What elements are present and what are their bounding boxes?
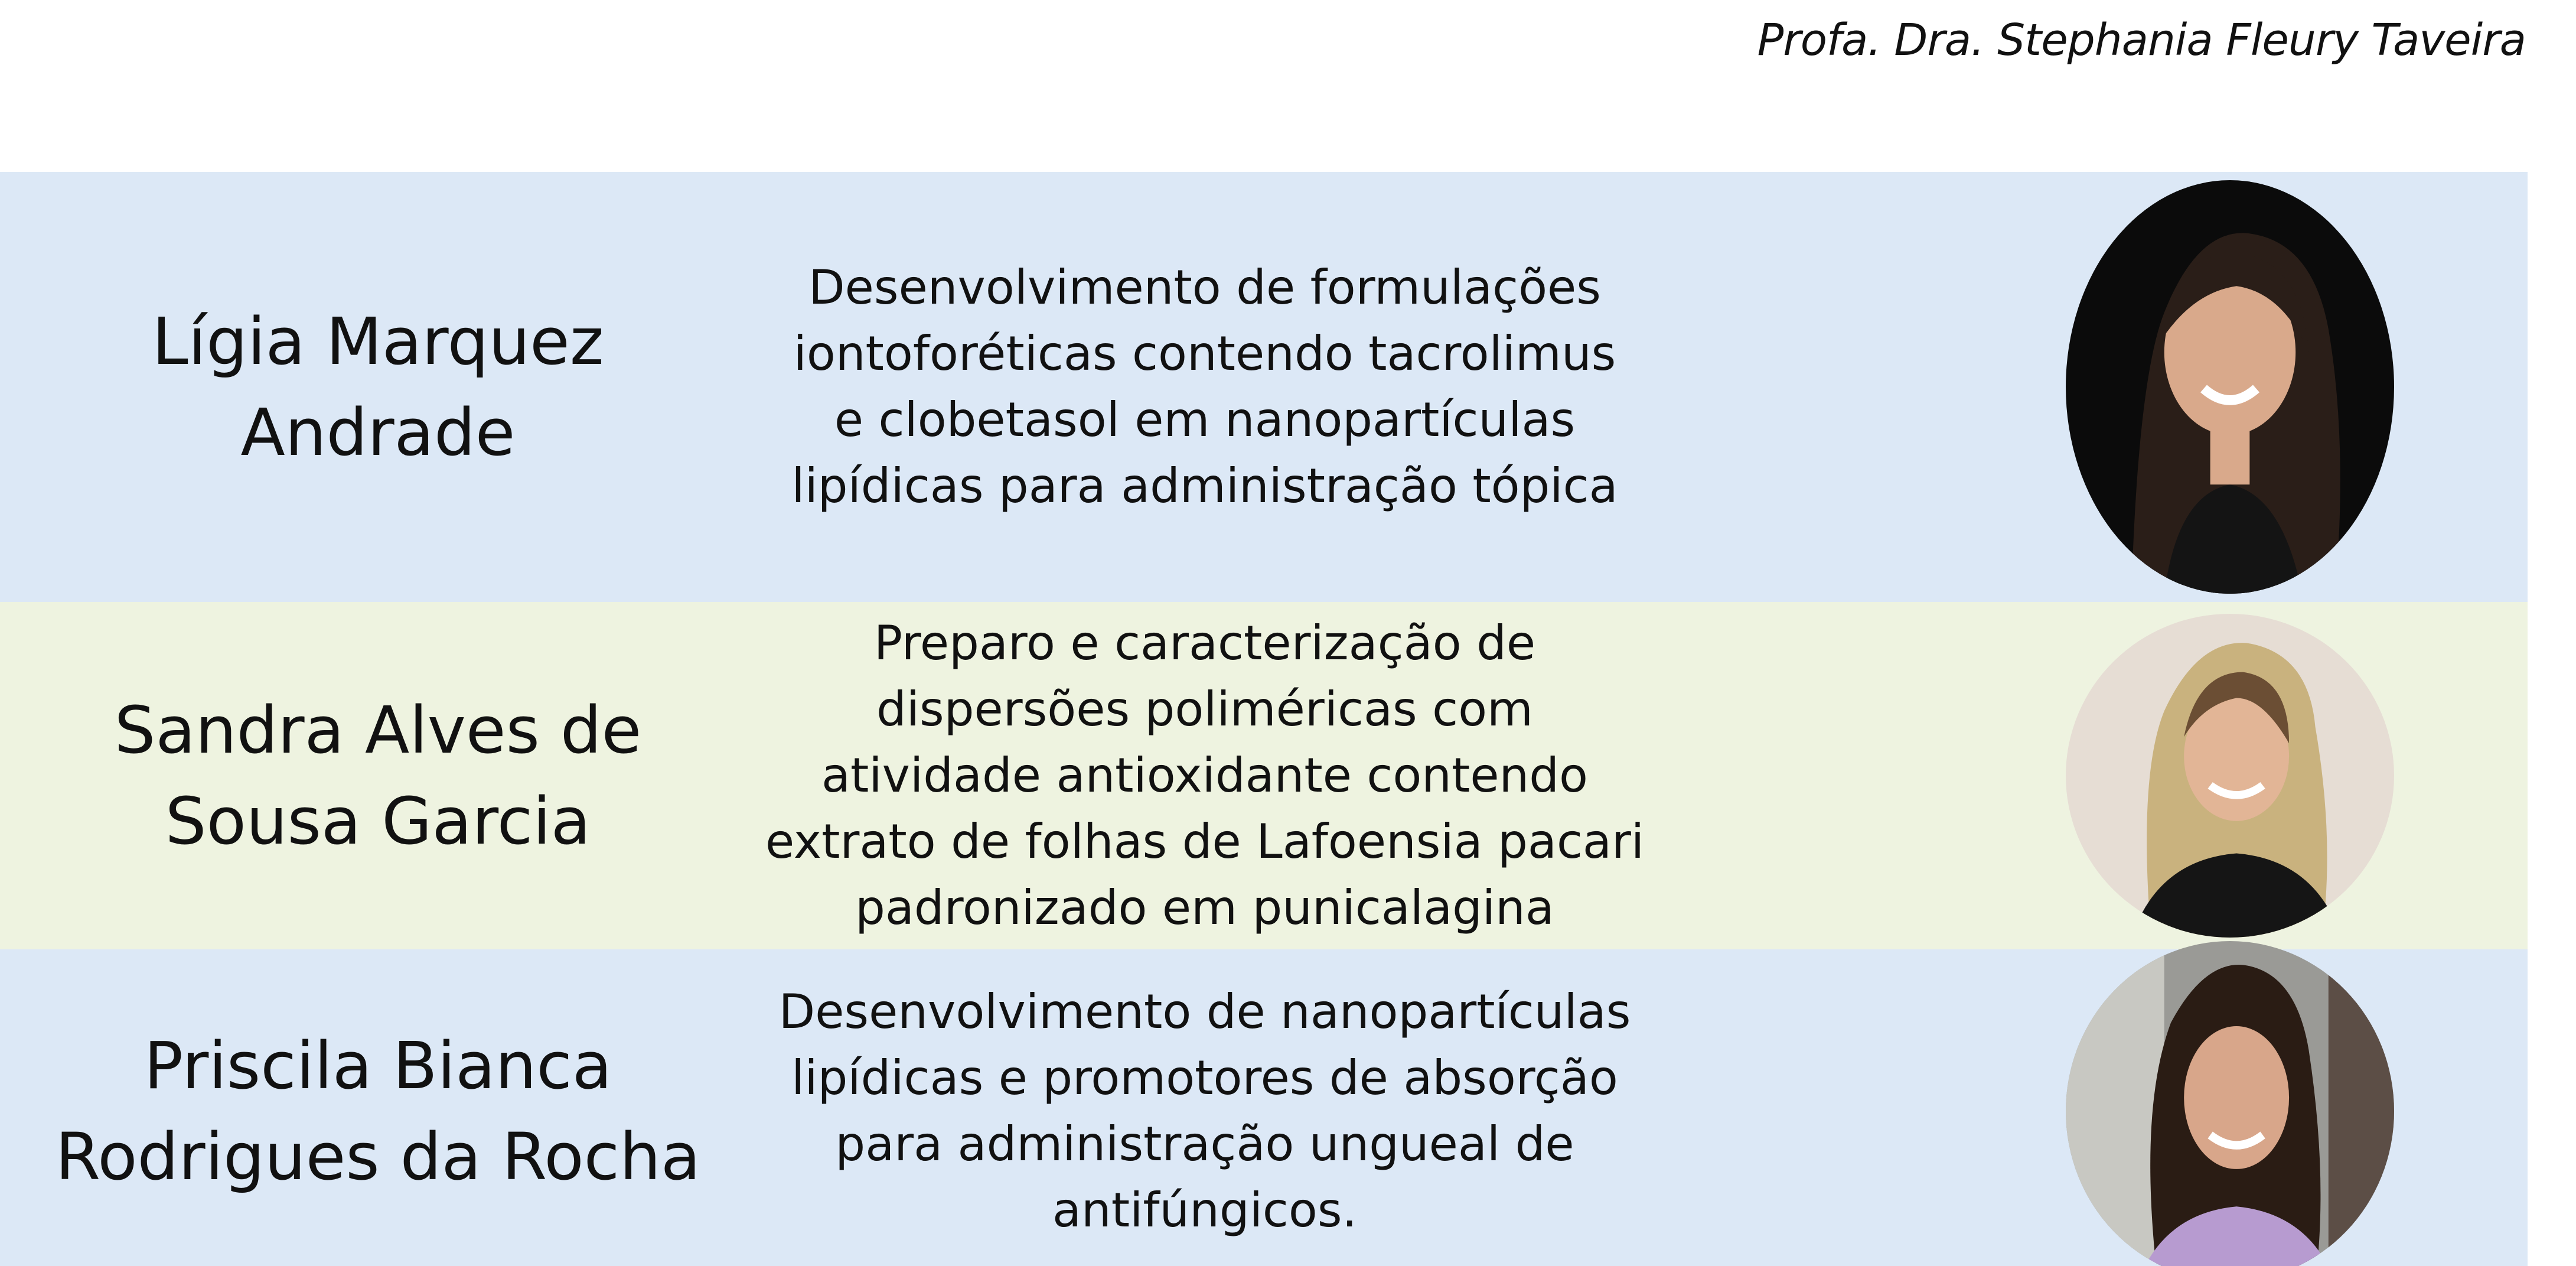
advisor-name: Profa. Dra. Stephania Fleury Taveira xyxy=(1757,15,2526,66)
thesis-title xyxy=(732,610,1677,941)
student-photo xyxy=(2066,614,2394,938)
student-name-line: Sousa Garcia xyxy=(165,783,591,859)
portrait-photo-icon xyxy=(2066,180,2394,594)
thesis-title-line: padronizado em punicalagina xyxy=(855,880,1554,935)
thesis-title-line: Desenvolvimento de nanopartículas xyxy=(778,984,1631,1039)
thesis-title-line: e clobetasol em nanopartículas xyxy=(834,392,1576,447)
thesis-title-line: antifúngicos. xyxy=(1052,1183,1357,1238)
thesis-title-line: lipídicas e promotores de absorção xyxy=(791,1050,1618,1105)
thesis-title xyxy=(732,979,1677,1244)
student-name xyxy=(24,685,732,867)
student-name-line: Lígia Marquez xyxy=(152,304,604,379)
student-name xyxy=(24,296,732,478)
thesis-title-line: Desenvolvimento de formulações xyxy=(808,260,1601,315)
student-name-line: Priscila Bianca xyxy=(144,1028,612,1104)
thesis-title-line: iontoforéticas contendo tacrolimus xyxy=(793,326,1616,381)
portrait-photo-icon xyxy=(2066,614,2394,938)
thesis-title-line: dispersões poliméricas com xyxy=(876,682,1533,737)
thesis-title-line: lipídicas para administração tópica xyxy=(791,458,1618,513)
student-name xyxy=(24,1020,732,1202)
students-table xyxy=(0,172,2528,1266)
student-name-line: Rodrigues da Rocha xyxy=(55,1119,701,1195)
student-photo xyxy=(2066,941,2394,1266)
thesis-title-line: Preparo e caracterização de xyxy=(873,616,1536,671)
student-row xyxy=(0,172,2528,602)
student-name-line: Sandra Alves de xyxy=(114,692,642,768)
thesis-title-line: atividade antioxidante contendo xyxy=(821,748,1588,803)
thesis-title-line: extrato de folhas de Lafoensia pacari xyxy=(765,814,1645,869)
student-row xyxy=(0,602,2528,949)
thesis-title xyxy=(732,255,1677,519)
student-name-line: Andrade xyxy=(240,395,516,470)
thesis-title-line: para administração ungueal de xyxy=(835,1117,1574,1171)
student-photo xyxy=(2066,180,2394,594)
portrait-photo-icon xyxy=(2066,941,2394,1266)
student-row xyxy=(0,949,2528,1266)
